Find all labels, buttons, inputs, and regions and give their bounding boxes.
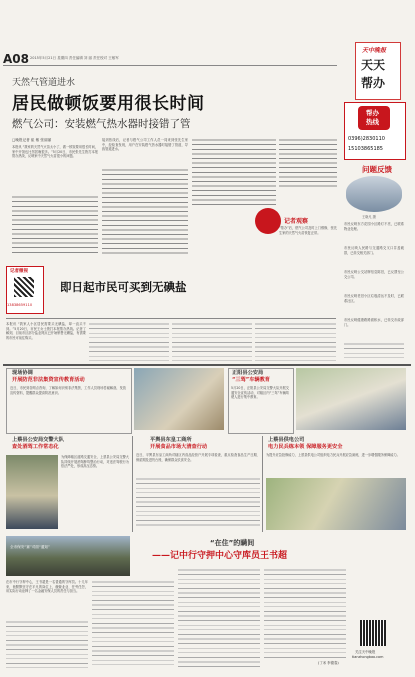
brand-logo: 天中晚报 bbox=[362, 47, 387, 54]
column-title-1: 天天 bbox=[361, 58, 386, 72]
story2-body: 本报讯 “我家人小区居民需要买无碘盐，却一直买不到。”5月20日，市民王女士拨打本报帮办热线。记者了解到，目前市区部分盐业网点已开始销售无碘盐，有需要的市民可前往购买。 bbox=[6, 322, 86, 340]
feature-body: 在市中行守押中心，王书超是一名普通的守库员。十几年来，他默默坚守在平凡的岗位上，兢兢业业、任劳任怨，用实际行动诠释了一名金融安保人员的责任与担当。 bbox=[6, 580, 88, 594]
lead-paragraph-1: 本报讯 “我家的天然气火苗太小了，做一顿饭要用很长时间，家中开饭也比邻居晚很多。”5月20日，市民张先生拨打本报帮办热线，反映家中天然气火苗很小的问题。 bbox=[12, 145, 98, 159]
feature-caption: 全市保安“赛”对面“通知” bbox=[10, 545, 50, 549]
story4-kicker: 正阳县公安局 bbox=[232, 370, 264, 376]
story7-body: 为提升应急抢修能力，上蔡县供电公司组织电力民兵开展应急演练，进一步增强服务保障能力。 bbox=[266, 453, 400, 457]
story2-col-4 bbox=[255, 322, 336, 362]
story5-kicker: 上蔡县公安局交警大队 bbox=[12, 437, 64, 443]
story4-body: 5月20日，正阳县公安局交警大队开展交通安全宣传活动，对辖区内“三驾”车辆驾驶人进行集中教育。 bbox=[231, 386, 289, 400]
story7-photo bbox=[266, 478, 406, 530]
reporter-note-text: “帮办”后，燃气公司及时上门维修，张先生家的天然气火苗恢复正常。 bbox=[279, 226, 337, 235]
lead-column-3 bbox=[192, 138, 276, 208]
divider-v1 bbox=[132, 436, 133, 532]
story7-kicker: 上蔡县供电公司 bbox=[268, 437, 305, 443]
divider-v2 bbox=[262, 436, 263, 532]
hotline-phone-2: 15103865185 bbox=[348, 146, 383, 152]
lead-column-1 bbox=[12, 195, 98, 255]
dateline: 2015年5月21日 星期四 责任编辑 刘 丽 责任校对 王敏军 bbox=[30, 56, 119, 60]
lead-column-4 bbox=[279, 138, 337, 188]
wenti-more bbox=[344, 342, 404, 362]
section-divider bbox=[3, 364, 411, 366]
footer-qr-code bbox=[360, 620, 386, 646]
story6-body-more bbox=[136, 477, 260, 529]
story5-headline: 查处酒驾工作常态化 bbox=[12, 444, 59, 450]
wenti-title: 问题反馈 bbox=[362, 165, 392, 174]
page-number: A08 bbox=[3, 52, 29, 66]
wenti-photo bbox=[346, 176, 402, 212]
feature-kicker: “在住”的瞒间 bbox=[210, 539, 255, 547]
reporter-note-badge bbox=[255, 208, 281, 234]
story3-kicker: 现场协调 bbox=[12, 370, 33, 376]
feature-col-4 bbox=[264, 568, 346, 660]
lead-subhead: 燃气公司：安装燃气热水器时接错了管 bbox=[12, 118, 191, 130]
story3-photo bbox=[134, 368, 224, 430]
wenti-item-2: 市民反映人民路与交通路交叉口井盖破损，已转交相关部门。 bbox=[344, 246, 404, 255]
lead-column-2 bbox=[102, 168, 188, 255]
story6-body: 近日，平舆县东皇工商所对辖区内食品经营户开展专项检查，重点检查食品生产日期、保质期及进货台账，确保群众饮食安全。 bbox=[136, 453, 260, 462]
story6-headline: 开展食品市场大清查行动 bbox=[150, 444, 208, 450]
header-rule bbox=[3, 65, 337, 66]
wenti-item-1: 市民反映东方花园小区路灯不亮，已联系物业处理。 bbox=[344, 222, 404, 231]
feature-col-3 bbox=[178, 568, 260, 668]
story2-headline: 即日起市民可买到无碘盐 bbox=[60, 280, 187, 294]
lead-byline: □晚报记者 崔 敏 张丽丽 bbox=[12, 138, 52, 142]
wenti-item-4: 市民反映老旧小区垃圾清运不及时，已联系社区。 bbox=[344, 294, 404, 303]
story2-col-3 bbox=[172, 322, 252, 362]
story7-headline: 电力民兵练本领 保障服务更安全 bbox=[268, 444, 343, 450]
reporter-qr-code bbox=[14, 277, 34, 297]
story5-body: 为保障辖区道路交通安全，上蔡县公安局交警大队持续开展酒驾醉驾整治行动，对违法驾驶行为依法严处，形成高压态势。 bbox=[61, 455, 129, 469]
story5-photo bbox=[6, 455, 58, 529]
feature-photo bbox=[6, 536, 130, 576]
hotline-title-2: 热线 bbox=[366, 118, 379, 126]
reporter-note-title: 记者观察 bbox=[284, 218, 309, 225]
story4-photo bbox=[296, 368, 406, 430]
feature-col-1 bbox=[6, 620, 88, 668]
reporter-qr-label: 记者微视 bbox=[10, 269, 28, 274]
footer-url: tianzhongbao.com bbox=[352, 655, 384, 659]
reporter-qr-number: 13838659110 bbox=[7, 303, 33, 307]
footer-qr-label: 关注天中晚报 bbox=[355, 650, 376, 654]
story2-rule bbox=[6, 318, 336, 319]
story3-headline: 开展防范非法集资宣传教育活动 bbox=[12, 377, 85, 383]
lead-kicker: 天然气管道进水 bbox=[12, 78, 76, 88]
feature-headline: ——记中行守押中心守库员王书超 bbox=[152, 551, 288, 561]
wenti-item-3: 市民反映公交站牌信息陈旧，已反馈至公交公司。 bbox=[344, 270, 404, 279]
column-title-2: 帮办 bbox=[361, 76, 386, 90]
hotline-title-1: 帮办 bbox=[366, 109, 379, 117]
wenti-sub: 王晓凡 摄 bbox=[362, 215, 376, 219]
story2-col-2 bbox=[89, 322, 169, 362]
story4-headline: “三驾”车辆教育 bbox=[232, 377, 270, 383]
wenti-item-5: 市民反映健康路路面积水，已转交市政部门。 bbox=[344, 318, 404, 327]
feature-author: (丁米 李德春) bbox=[318, 661, 339, 665]
lead-headline: 居民做顿饭要用很长时间 bbox=[12, 94, 205, 114]
story6-kicker: 平舆县东皇工商所 bbox=[150, 437, 192, 443]
story3-body: 近日，市民到各网点咨询，了解如何识别非法集资，工作人员现场答疑解惑，发放宣传资料，提醒群众提高防范意识。 bbox=[10, 386, 126, 395]
lead-paragraph-2: 接到热线后，记者与燃气公司工作人员一同来到张先生家中，经检查发现，用户在安装燃气热水器时接错了管道，导致管道进水。 bbox=[102, 138, 188, 152]
feature-col-2 bbox=[92, 580, 174, 668]
hotline-phone-1: 0396)2830110 bbox=[348, 136, 385, 142]
